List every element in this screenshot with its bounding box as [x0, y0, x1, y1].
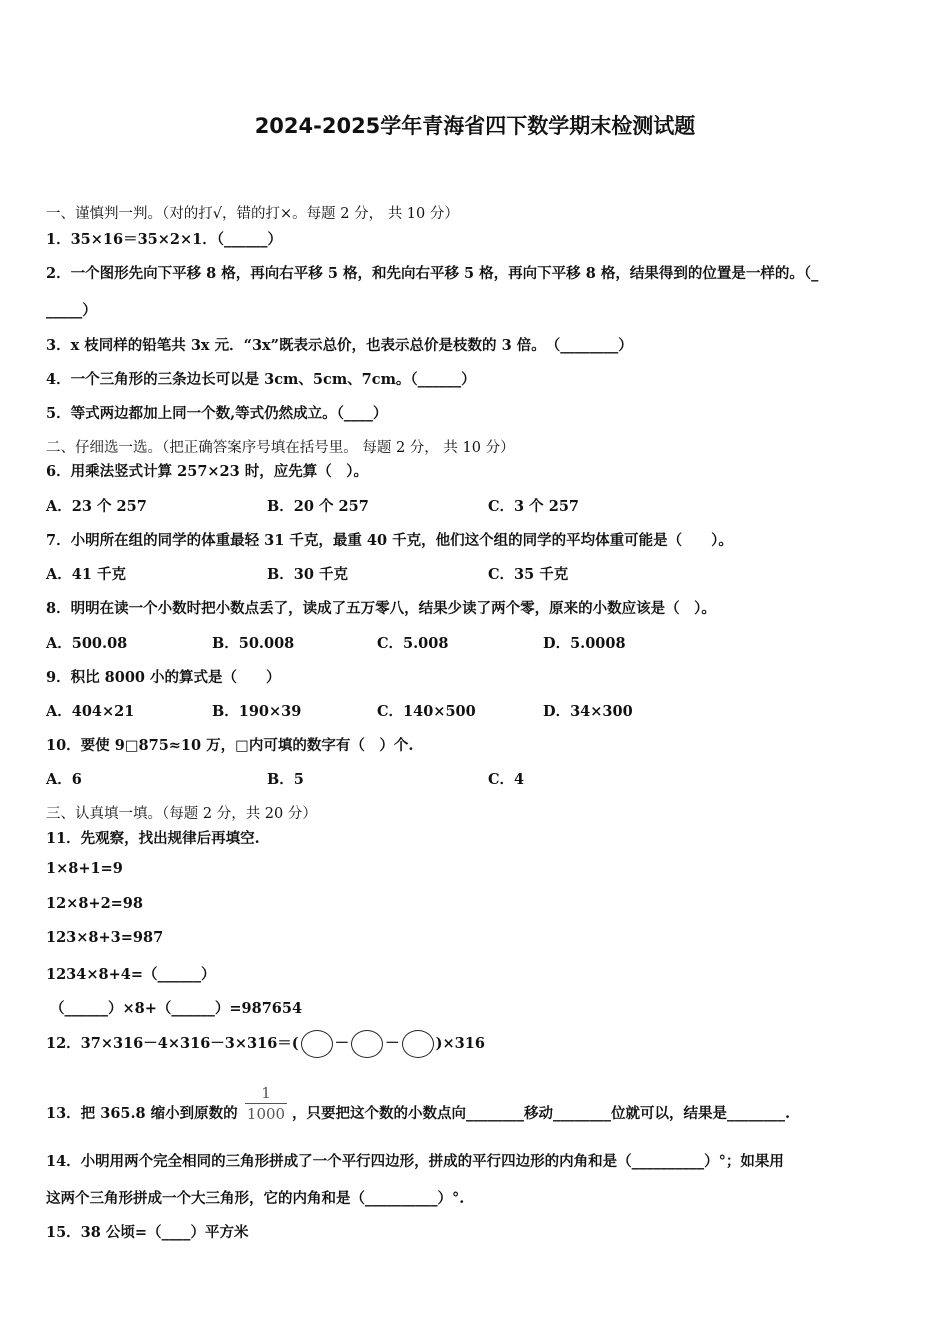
fraction-bar	[245, 1103, 287, 1104]
question-2: 2．一个图形先向下平移 8 格，再向右平移 5 格，和先向右平移 5 格，再向下平移 8 格，结果得到的位置是一样的。（_	[46, 265, 819, 282]
q11-line-2: 12×8+2=98	[46, 895, 143, 912]
question-2-cont: _____）	[46, 302, 97, 319]
section-3-heading: 三、认真填一填。（每题 2 分，共 20 分）	[46, 806, 317, 822]
q12-left: 12．37×316－4×316－3×316＝(	[46, 1035, 299, 1052]
q8-option-b: B．50.008	[212, 635, 295, 652]
answer-circle-3	[402, 1030, 434, 1058]
q7-option-a: A．41 千克	[46, 566, 126, 583]
question-7: 7．小明所在组的同学的体重最轻 31 千克，最重 40 千克，他们这个组的同学的平均体重可能是（ ）。	[46, 532, 733, 549]
question-14: 14．小明用两个完全相同的三角形拼成了一个平行四边形，拼成的平行四边形的内角和是（__________）°；如果用	[46, 1153, 784, 1170]
question-13-part-1: 13．把 365.8 缩小到原数的	[46, 1105, 238, 1122]
question-11: 11．先观察，找出规律后再填空.	[46, 830, 260, 847]
question-6: 6．用乘法竖式计算 257×23 时，应先算（ ）。	[46, 463, 369, 480]
question-15: 15．38 公顷=（____）平方米	[46, 1224, 249, 1241]
question-14-cont: 这两个三角形拼成一个大三角形，它的内角和是（__________）°.	[46, 1190, 465, 1207]
question-4: 4．一个三角形的三条边长可以是 3cm、5cm、7cm。（______）	[46, 371, 476, 388]
q7-option-c: C．35 千克	[488, 566, 569, 583]
fraction-denominator: 1000	[246, 1105, 286, 1123]
question-9: 9．积比 8000 小的算式是（ ）	[46, 669, 281, 686]
q8-option-c: C．5.008	[377, 635, 449, 652]
question-5: 5．等式两边都加上同一个数,等式仍然成立。（____）	[46, 405, 388, 422]
answer-circle-2	[351, 1030, 383, 1058]
fraction-numerator: 1	[261, 1084, 271, 1102]
question-8: 8．明明在读一个小数时把小数点丢了，读成了五万零八，结果少读了两个零，原来的小数应该是（ ）。	[46, 600, 716, 617]
question-12	[46, 1030, 485, 1058]
page-title: 2024-2025学年青海省四下数学期末检测试题	[254, 114, 696, 138]
section-2-heading: 二、仔细选一选。（把正确答案序号填在括号里。 每题 2 分， 共 10 分）	[46, 440, 515, 456]
q10-option-c: C．4	[488, 771, 525, 788]
q6-option-a: A．23 个 257	[46, 498, 147, 515]
q11-line-5: （______）×8+（______）=987654	[50, 1000, 303, 1017]
q11-line-3: 123×8+3=987	[46, 929, 164, 946]
question-3: 3．x 枝同样的铅笔共 3x 元．“3x”既表示总价，也表示总价是枝数的 3 倍。 （________）	[46, 337, 633, 354]
q7-option-b: B．30 千克	[267, 566, 348, 583]
q12-minus-2: －	[385, 1035, 400, 1052]
q6-option-b: B．20 个 257	[267, 498, 369, 515]
q11-line-1: 1×8+1=9	[46, 860, 123, 877]
q12-right: )×316	[435, 1035, 485, 1052]
q10-option-a: A．6	[46, 771, 82, 788]
q9-option-a: A．404×21	[46, 703, 135, 720]
q9-option-b: B．190×39	[212, 703, 302, 720]
q12-minus-1: －	[334, 1035, 350, 1052]
section-1-heading: 一、谨慎判一判。（对的打√，错的打×。每题 2 分， 共 10 分）	[46, 206, 459, 222]
q8-option-a: A．500.08	[46, 635, 128, 652]
q11-line-4: 1234×8+4=（______）	[46, 966, 216, 983]
question-10: 10．要使 9□875≈10 万，□内可填的数字有（ ）个.	[46, 737, 414, 754]
q8-option-d: D．5.0008	[543, 635, 626, 652]
question-1: 1．35×16＝35×2×1．（______）	[46, 231, 282, 248]
q9-option-d: D．34×300	[543, 703, 633, 720]
q9-option-c: C．140×500	[377, 703, 476, 720]
answer-circle-1	[301, 1030, 333, 1058]
question-13-part-2: ，只要把这个数的小数点向________移动________位就可以，结果是________.	[292, 1105, 791, 1122]
q6-option-c: C．3 个 257	[488, 498, 579, 515]
q10-option-b: B．5	[267, 771, 304, 788]
fraction-one-thousandth	[245, 1084, 287, 1123]
